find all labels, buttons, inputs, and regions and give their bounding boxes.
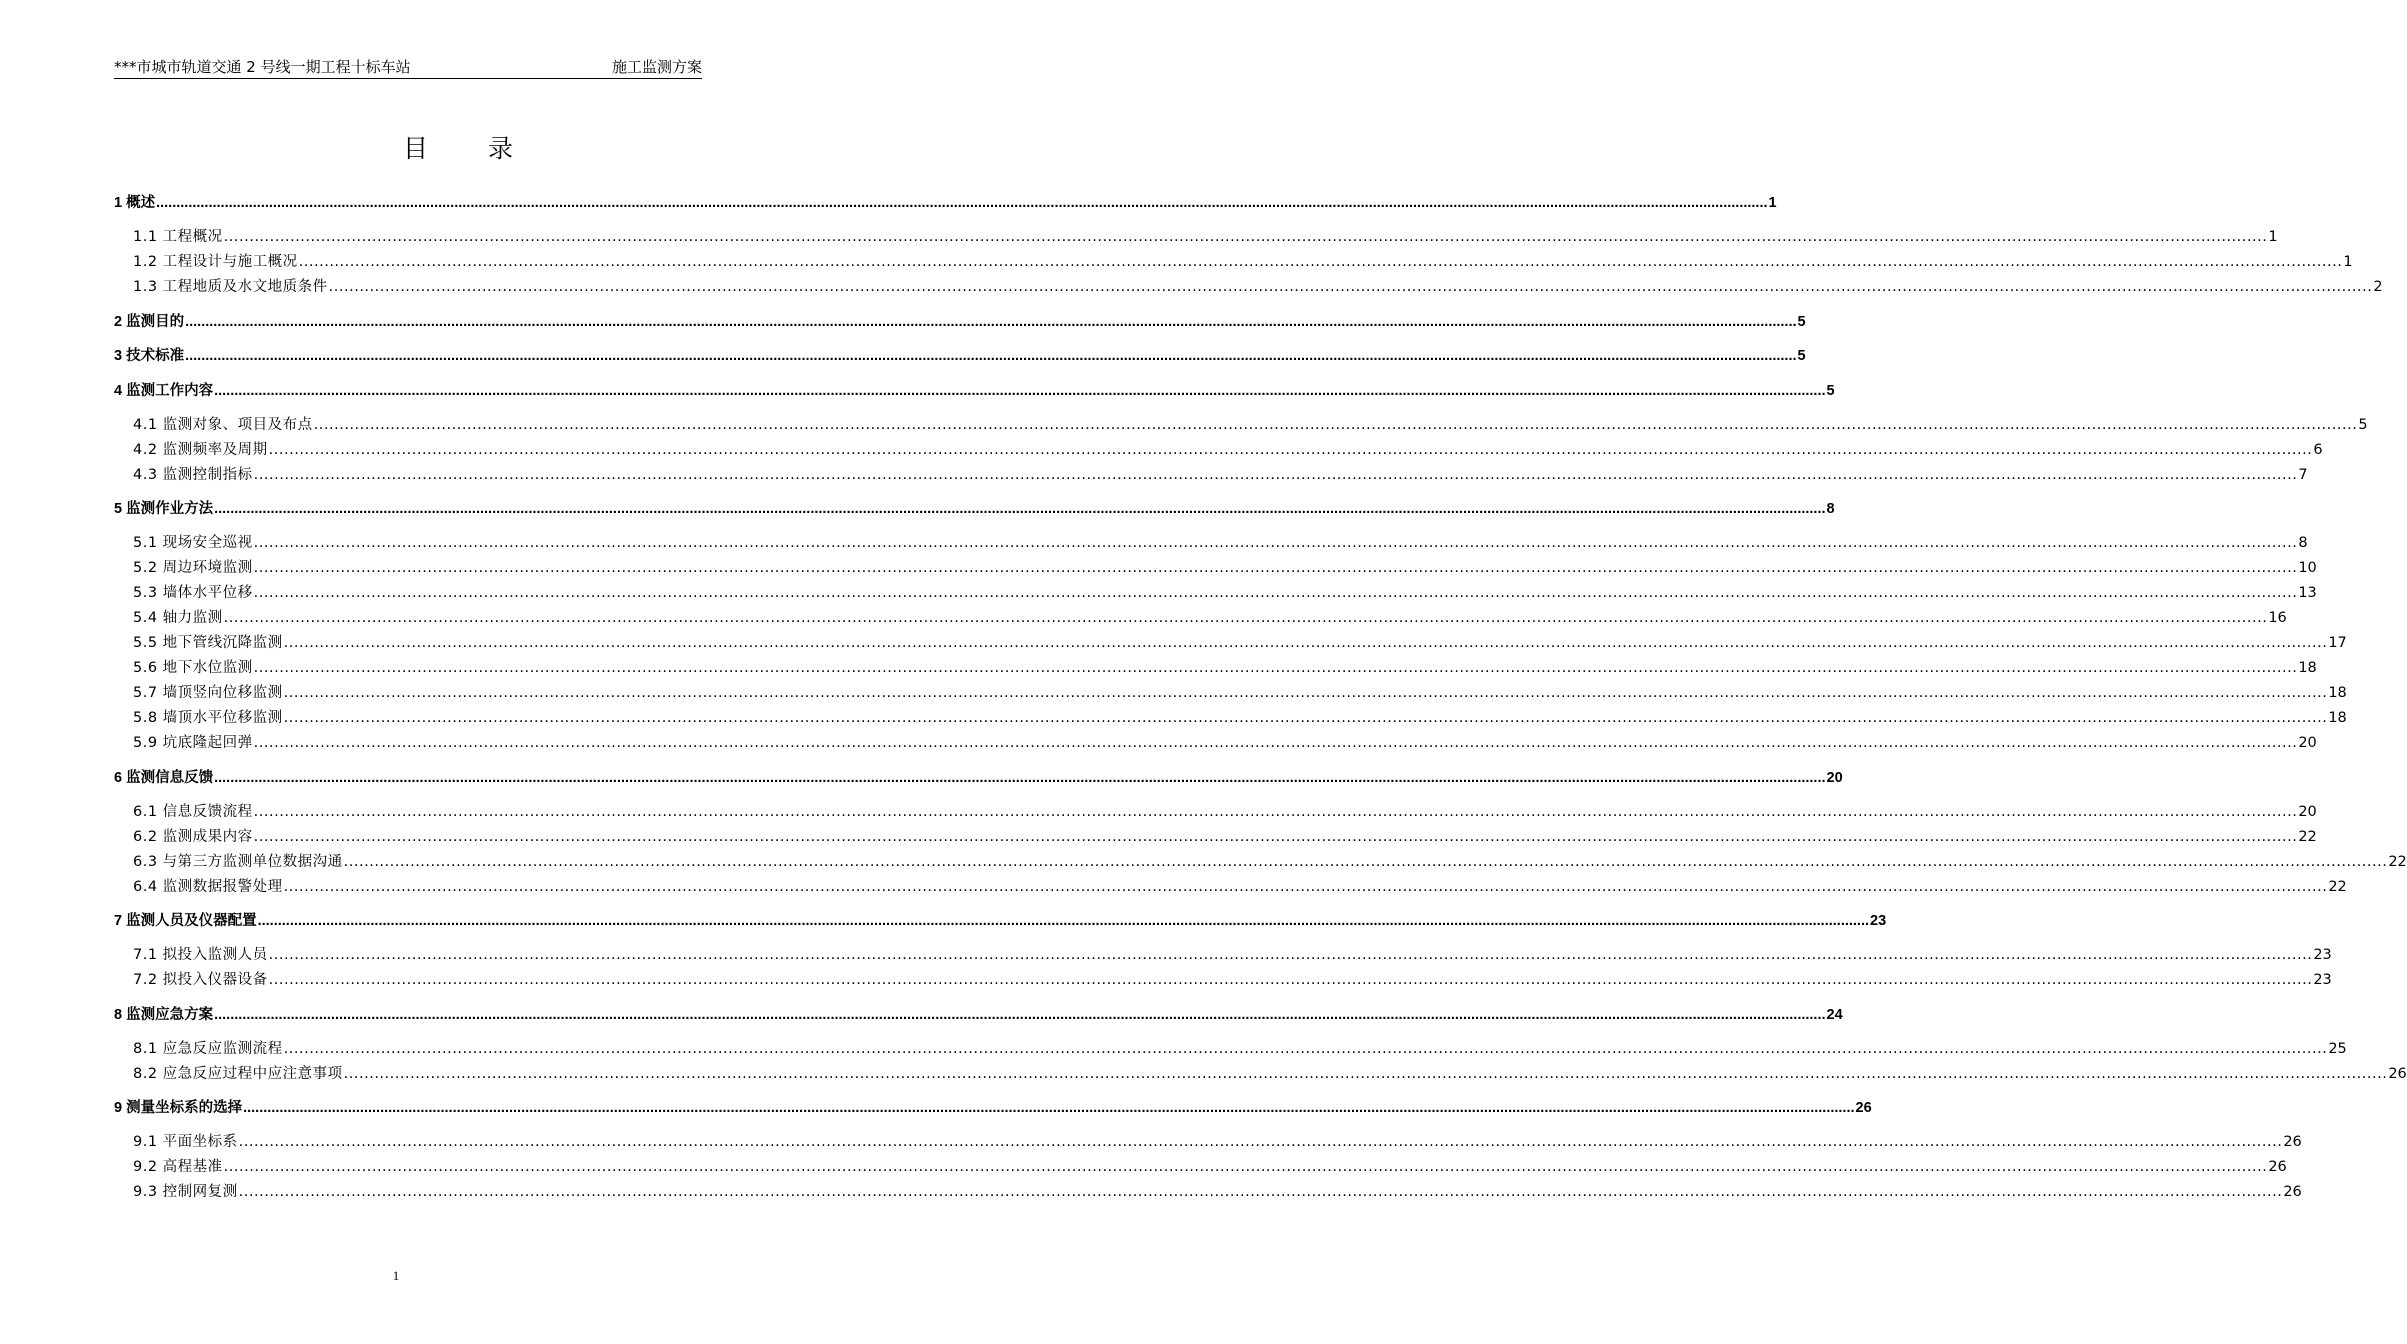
toc-entry-label: 4.3 监测控制指标 [133,466,253,483]
toc-dot-leader: ................................................................................................................................................................................................................................................................................................................................................................................................................ [283,685,2328,701]
toc-entry-label: 9.1 平面坐标系 [133,1134,238,1150]
toc-dot-leader: ................................................................................................................................................................................................................................................................................................................................................................................................................ [253,466,2298,483]
toc-entry-page-number: 18 [2298,660,2317,676]
toc-section-entry[interactable] [133,1127,2302,1152]
toc-entry-page-number: 8 [1826,501,1835,517]
toc-entry-page-number: 23 [2313,972,2332,988]
toc-entry-page-number: 8 [2298,535,2308,551]
toc-entry-label: 1.1 工程概况 [133,229,223,245]
toc-entry-label: 9 测量坐标系的选择 [114,1100,243,1116]
toc-section-entry[interactable] [133,847,2407,872]
toc-entry-page-number: 26 [1855,1100,1872,1116]
header-document-type: 施工监测方案 [611,58,702,76]
toc-dot-leader: ................................................................................................................................................................................................................................................................................................................................................................................................................ [253,803,2298,820]
toc-entry-label: 8.2 应急反应过程中应注意事项 [133,1065,343,1082]
toc-entry-page-number: 24 [1826,1006,1843,1023]
toc-entry-label: 5.2 周边环境监测 [133,560,253,576]
toc-entry-label: 9.2 高程基准 [133,1159,223,1175]
toc-dot-leader: ................................................................................................................................................................................................................................................................................................................................................................................................................ [214,382,1826,399]
toc-entry-label: 5.9 坑底隆起回弹 [133,735,253,751]
toc-section-entry[interactable] [133,435,2323,460]
toc-entry-page-number: 2 [2373,279,2383,295]
toc-entry-page-number: 22 [2328,878,2347,895]
toc-entry-page-number: 26 [2283,1134,2302,1150]
toc-section-entry[interactable] [133,872,2347,897]
toc-dot-leader: ................................................................................................................................................................................................................................................................................................................................................................................................................ [243,1100,1855,1116]
toc-entry-label: 5.8 墙顶水平位移监测 [133,710,283,726]
toc-dot-leader: ................................................................................................................................................................................................................................................................................................................................................................................................................ [223,610,2268,626]
toc-entry-label: 6.1 信息反馈流程 [133,803,253,820]
toc-entry-page-number: 26 [2268,1159,2287,1175]
toc-entry-label: 6.3 与第三方监测单位数据沟通 [133,853,343,870]
toc-section-entry[interactable] [133,728,2317,753]
toc-section-entry[interactable] [133,678,2347,703]
toc-entry-page-number: 20 [2298,735,2317,751]
toc-entry-label: 4.1 监测对象、项目及布点 [133,416,313,433]
toc-entry-page-number: 26 [2388,1065,2407,1082]
toc-chapter-entry[interactable] [114,376,1835,401]
toc-chapter-entry[interactable] [114,906,1887,931]
toc-entry-label: 5.1 现场安全巡视 [133,535,253,551]
toc-dot-leader: ................................................................................................................................................................................................................................................................................................................................................................................................................ [313,416,2358,433]
toc-section-entry[interactable] [133,222,2278,247]
toc-section-entry[interactable] [133,653,2317,678]
toc-entry-label: 5.3 墙体水平位移 [133,585,253,601]
toc-chapter-entry[interactable] [114,494,1835,519]
toc-chapter-entry[interactable] [114,341,1806,366]
toc-entry-page-number: 22 [2298,828,2317,845]
toc-entry-label: 1 概述 [114,195,156,211]
toc-section-entry[interactable] [133,1059,2407,1084]
toc-entry-page-number: 23 [1870,913,1887,929]
toc-entry-page-number: 1 [1768,195,1777,211]
toc-entry-page-number: 16 [2268,610,2287,626]
toc-chapter-entry[interactable] [114,1000,1843,1025]
toc-section-entry[interactable] [133,578,2317,603]
toc-dot-leader: ................................................................................................................................................................................................................................................................................................................................................................................................................ [223,1159,2268,1175]
toc-entry-page-number: 6 [2313,441,2323,458]
toc-section-entry[interactable] [133,553,2317,578]
toc-entry-page-number: 23 [2313,947,2332,963]
page-number: 1 [392,1268,400,1283]
toc-dot-leader: ................................................................................................................................................................................................................................................................................................................................................................................................................ [343,1065,2388,1082]
toc-chapter-entry[interactable] [114,307,1806,332]
toc-entry-label: 8.1 应急反应监测流程 [133,1040,283,1057]
toc-section-entry[interactable] [133,628,2347,653]
toc-entry-label: 5 监测作业方法 [114,501,214,517]
toc-section-entry[interactable] [133,247,2353,272]
toc-section-entry[interactable] [133,703,2347,728]
toc-dot-leader: ................................................................................................................................................................................................................................................................................................................................................................................................................ [268,972,2313,988]
toc-entry-label: 7.1 拟投入监测人员 [133,947,268,963]
page-header [114,56,702,79]
toc-entry-page-number: 25 [2328,1040,2347,1057]
toc-entry-label: 7.2 拟投入仪器设备 [133,972,268,988]
toc-entry-label: 2 监测目的 [114,313,185,330]
toc-chapter-entry[interactable] [114,188,1777,213]
toc-entry-label: 5.5 地下管线沉降监测 [133,635,283,651]
toc-entry-label: 5.6 地下水位监测 [133,660,253,676]
toc-entry-page-number: 5 [2358,416,2368,433]
toc-dot-leader: ................................................................................................................................................................................................................................................................................................................................................................................................................ [298,254,2343,270]
toc-dot-leader: ................................................................................................................................................................................................................................................................................................................................................................................................................ [268,947,2313,963]
toc-entry-label: 6.2 监测成果内容 [133,828,253,845]
toc-dot-leader: ................................................................................................................................................................................................................................................................................................................................................................................................................ [214,501,1826,517]
toc-entry-page-number: 10 [2298,560,2317,576]
toc-entry-label: 9.3 控制网复测 [133,1184,238,1200]
toc-dot-leader: ................................................................................................................................................................................................................................................................................................................................................................................................................ [185,313,1797,330]
toc-title: 目录 [402,134,573,163]
toc-dot-leader: ................................................................................................................................................................................................................................................................................................................................................................................................................ [253,828,2298,845]
toc-entry-page-number: 18 [2328,710,2347,726]
toc-dot-leader: ................................................................................................................................................................................................................................................................................................................................................................................................................ [253,560,2298,576]
toc-entry-label: 6.4 监测数据报警处理 [133,878,283,895]
toc-dot-leader: ................................................................................................................................................................................................................................................................................................................................................................................................................ [253,660,2298,676]
toc-dot-leader: ................................................................................................................................................................................................................................................................................................................................................................................................................ [214,1006,1826,1023]
toc-section-entry[interactable] [133,1152,2287,1177]
toc-entry-label: 1.2 工程设计与施工概况 [133,254,298,270]
toc-dot-leader: ................................................................................................................................................................................................................................................................................................................................................................................................................ [253,585,2298,601]
toc-entry-page-number: 5 [1797,313,1806,330]
toc-entry-label: 4 监测工作内容 [114,382,214,399]
toc-entry-label: 8 监测应急方案 [114,1006,214,1023]
toc-dot-leader: ................................................................................................................................................................................................................................................................................................................................................................................................................ [214,769,1826,786]
toc-section-entry[interactable] [133,410,2368,435]
toc-entry-label: 1.3 工程地质及水文地质条件 [133,279,328,295]
toc-entry-page-number: 17 [2328,635,2347,651]
toc-chapter-entry[interactable] [114,763,1843,788]
toc-entry-page-number: 5 [1797,348,1806,364]
toc-entry-page-number: 1 [2343,254,2353,270]
toc-section-entry[interactable] [133,603,2287,628]
toc-entry-page-number: 22 [2388,853,2407,870]
toc-dot-leader: ................................................................................................................................................................................................................................................................................................................................................................................................................ [253,735,2298,751]
toc-dot-leader: ................................................................................................................................................................................................................................................................................................................................................................................................................ [223,229,2268,245]
toc-dot-leader: ................................................................................................................................................................................................................................................................................................................................................................................................................ [185,348,1797,364]
toc-dot-leader: ................................................................................................................................................................................................................................................................................................................................................................................................................ [343,853,2388,870]
toc-entry-label: 4.2 监测频率及周期 [133,441,268,458]
toc-entry-page-number: 18 [2328,685,2347,701]
toc-dot-leader: ................................................................................................................................................................................................................................................................................................................................................................................................................ [257,913,1870,929]
toc-dot-leader: ................................................................................................................................................................................................................................................................................................................................................................................................................ [283,878,2328,895]
toc-entry-page-number: 7 [2298,466,2308,483]
toc-dot-leader: ................................................................................................................................................................................................................................................................................................................................................................................................................ [253,535,2298,551]
toc-dot-leader: ................................................................................................................................................................................................................................................................................................................................................................................................................ [283,635,2328,651]
toc-chapter-entry[interactable] [114,1093,1872,1118]
toc-entry-page-number: 26 [2283,1184,2302,1200]
toc-section-entry[interactable] [133,940,2332,965]
toc-section-entry[interactable] [133,272,2383,297]
toc-entry-label: 5.4 轴力监测 [133,610,223,626]
toc-entry-label: 7 监测人员及仪器配置 [114,913,257,929]
toc-entry-label: 5.7 墙顶竖向位移监测 [133,685,283,701]
toc-dot-leader: ................................................................................................................................................................................................................................................................................................................................................................................................................ [268,441,2313,458]
toc-dot-leader: ................................................................................................................................................................................................................................................................................................................................................................................................................ [283,710,2328,726]
toc-entry-page-number: 5 [1826,382,1835,399]
toc-dot-leader: ................................................................................................................................................................................................................................................................................................................................................................................................................ [328,279,2373,295]
toc-entry-page-number: 13 [2298,585,2317,601]
toc-section-entry[interactable] [133,460,2308,485]
header-project-name: ***市城市轨道交通 2 号线一期工程十标车站 [114,58,411,76]
toc-section-entry[interactable] [133,1177,2302,1202]
toc-entry-page-number: 20 [1826,769,1843,786]
toc-entry-page-number: 20 [2298,803,2317,820]
toc-entry-label: 6 监测信息反馈 [114,769,214,786]
toc-dot-leader: ................................................................................................................................................................................................................................................................................................................................................................................................................ [238,1184,2283,1200]
toc-section-entry[interactable] [133,1034,2347,1059]
toc-dot-leader: ................................................................................................................................................................................................................................................................................................................................................................................................................ [156,195,1768,211]
toc-entry-label: 3 技术标准 [114,348,185,364]
toc-entry-page-number: 1 [2268,229,2278,245]
toc-dot-leader: ................................................................................................................................................................................................................................................................................................................................................................................................................ [238,1134,2283,1150]
toc-section-entry[interactable] [133,528,2308,553]
toc-section-entry[interactable] [133,965,2332,990]
toc-section-entry[interactable] [133,797,2317,822]
toc-dot-leader: ................................................................................................................................................................................................................................................................................................................................................................................................................ [283,1040,2328,1057]
toc-section-entry[interactable] [133,822,2317,847]
